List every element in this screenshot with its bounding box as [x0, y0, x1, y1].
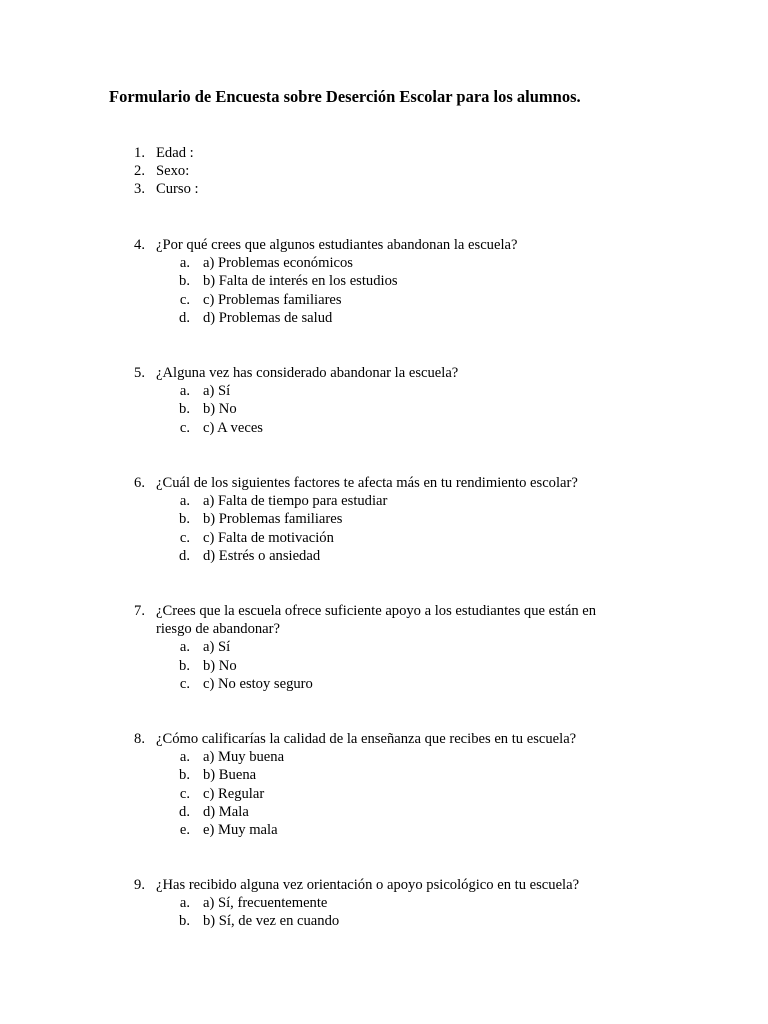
question-line-number: 7.	[134, 603, 145, 619]
question-line-text: riesgo de abandonar?	[156, 621, 280, 638]
option-item-text: b) Sí, de vez en cuando	[203, 913, 340, 930]
question-line-text: ¿Alguna vez has considerado abandonar la escuela?	[156, 365, 459, 381]
question-line-number: 8.	[134, 731, 145, 747]
question-line-text: ¿Crees que la escuela ofrece suficiente apoyo a los estudiantes que están en	[156, 603, 597, 619]
form-title: Formulario de Encuesta sobre Deserción Escolar para los alumnos.	[109, 87, 581, 106]
question-line-number: 6.	[134, 475, 145, 491]
option-item-text: a) Falta de tiempo para estudiar	[203, 493, 388, 510]
option-item-number: b.	[179, 913, 190, 930]
option-item-text: c) Problemas familiares	[203, 291, 342, 308]
question-line-number: 9.	[134, 877, 145, 893]
option-item-number: b.	[179, 273, 190, 290]
option-item-number: c.	[179, 291, 190, 308]
option-item-number: a.	[179, 493, 190, 510]
option-item-number: d.	[179, 547, 190, 564]
question-line-text: ¿Has recibido alguna vez orientación o apoyo psicológico en tu escuela?	[156, 877, 580, 893]
field-item-text: Edad :	[156, 145, 194, 161]
option-item-number: d.	[179, 803, 190, 820]
option-item-number: c.	[179, 785, 190, 802]
option-item-number: b.	[179, 767, 190, 784]
field-item-text: Curso :	[156, 181, 199, 198]
option-item-number: a.	[179, 895, 190, 912]
field-item-text: Sexo:	[156, 163, 190, 180]
option-item-text: e) Muy mala	[203, 822, 278, 838]
option-item-number: a.	[179, 255, 190, 272]
field-item-number: 1.	[134, 145, 145, 161]
option-item-number: a.	[179, 383, 190, 400]
question-line-number: 4.	[134, 237, 145, 253]
option-item-text: a) Sí, frecuentemente	[203, 895, 328, 912]
option-item-text: a) Problemas económicos	[203, 255, 353, 272]
option-item-text: b) No	[203, 657, 237, 674]
option-item-text: a) Muy buena	[203, 749, 285, 766]
option-item-number: c.	[179, 675, 190, 692]
option-item-text: c) A veces	[203, 419, 263, 436]
option-item-text: c) No estoy seguro	[203, 675, 313, 692]
option-item-text: d) Problemas de salud	[203, 309, 333, 326]
field-item-number: 2.	[134, 163, 145, 180]
option-item-text: b) No	[203, 401, 237, 418]
option-item-text: c) Falta de motivación	[203, 529, 334, 546]
question-line-text: ¿Cuál de los siguientes factores te afecta más en tu rendimiento escolar?	[156, 475, 578, 491]
question-line-text: ¿Cómo calificarías la calidad de la enseñanza que recibes en tu escuela?	[156, 731, 577, 747]
option-item-text: d) Estrés o ansiedad	[203, 547, 321, 564]
option-item-number: b.	[179, 511, 190, 528]
option-item-number: e.	[179, 822, 190, 838]
question-line-text: ¿Por qué crees que algunos estudiantes abandonan la escuela?	[156, 237, 518, 253]
option-item-number: a.	[179, 639, 190, 656]
option-item-text: b) Problemas familiares	[203, 511, 343, 528]
option-item-text: c) Regular	[203, 785, 265, 802]
option-item-number: a.	[179, 749, 190, 766]
option-item-text: b) Buena	[203, 767, 257, 784]
option-item-text: b) Falta de interés en los estudios	[203, 273, 398, 290]
option-item-text: a) Sí	[203, 639, 231, 656]
option-item-number: d.	[179, 309, 190, 326]
option-item-number: c.	[179, 419, 190, 436]
option-item-number: c.	[179, 529, 190, 546]
option-item-text: a) Sí	[203, 383, 231, 400]
question-line-number: 5.	[134, 365, 145, 381]
option-item-text: d) Mala	[203, 803, 249, 820]
option-item-number: b.	[179, 657, 190, 674]
option-item-number: b.	[179, 401, 190, 418]
field-item-number: 3.	[134, 181, 145, 198]
